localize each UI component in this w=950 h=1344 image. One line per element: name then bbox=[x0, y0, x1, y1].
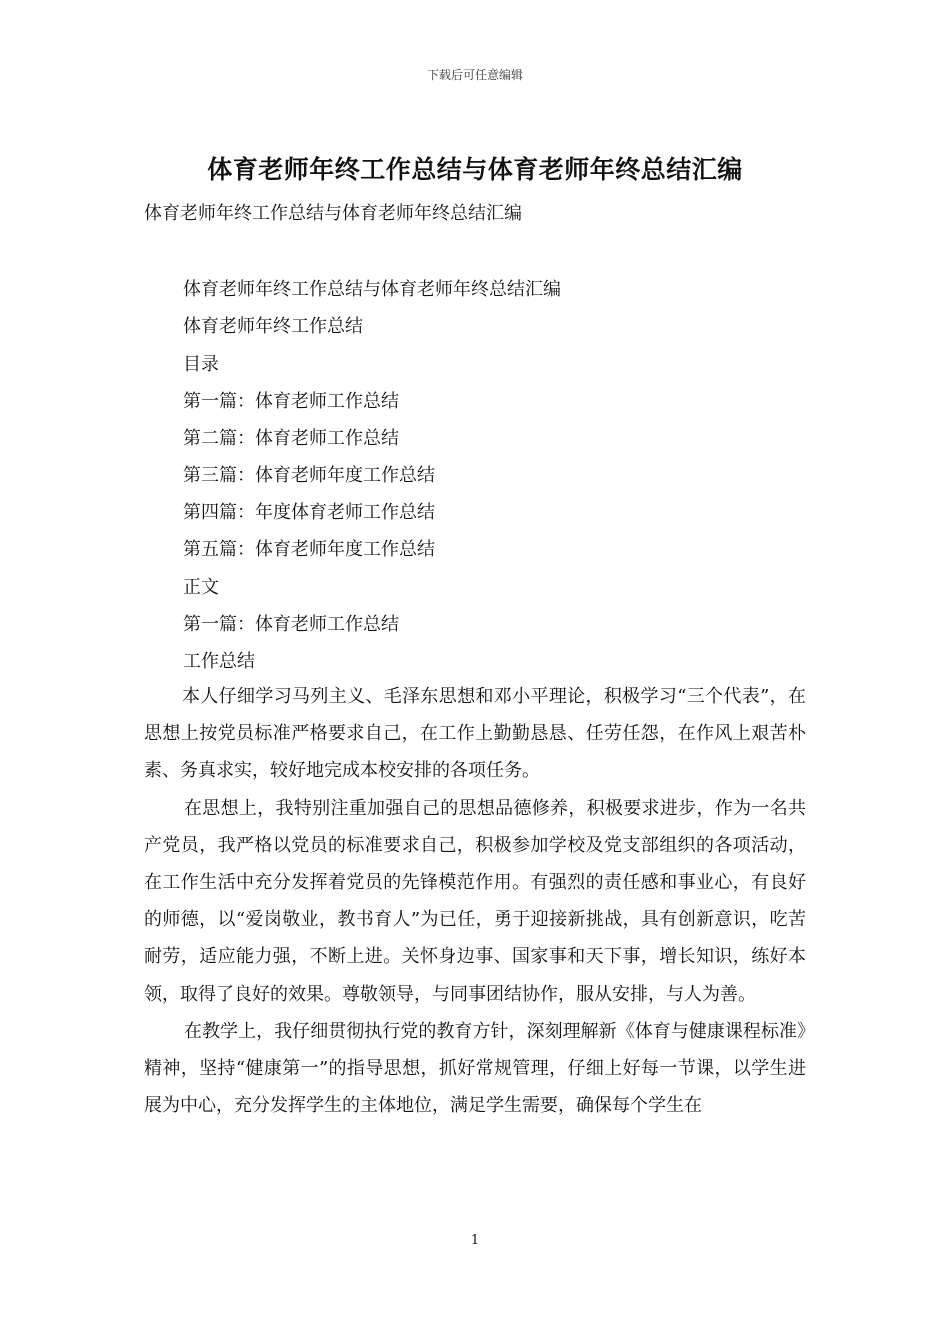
section-heading: 第一篇：体育老师工作总结 bbox=[183, 614, 399, 635]
section-subheading: 工作总结 bbox=[183, 651, 255, 672]
document-title: 体育老师年终工作总结与体育老师年终总结汇编 bbox=[207, 155, 743, 184]
paragraph: 在教学上，我仔细贯彻执行党的教育方针，深刻理解新《体育与健康课程标准》精神，坚持“健康第一”的指导思想，抓好常规管理，仔细上好每一节课，以学生进展为中心，充分发挥学生的主体地位，满足学生需要，确保每个学生在 bbox=[144, 1020, 806, 1117]
contents-entry: 第五篇：体育老师年度工作总结 bbox=[183, 539, 435, 560]
header-note: 下载后可任意编辑 bbox=[426, 68, 523, 82]
contents-line: 体育老师年终工作总结 bbox=[183, 316, 363, 337]
body-heading: 正文 bbox=[183, 577, 219, 598]
contents-entry: 第三篇：体育老师年度工作总结 bbox=[183, 465, 435, 486]
paragraph: 本人仔细学习马列主义、毛泽东思想和邓小平理论，积极学习“三个代表”，在思想上按党员标准严格要求自己，在工作上勤勤恳恳、任劳任怨，在作风上艰苦朴素、务真求实，较好地完成本校安排的各项任务。 bbox=[144, 686, 806, 782]
contents-entry: 第二篇：体育老师工作总结 bbox=[183, 428, 399, 449]
contents-entry: 第四篇：年度体育老师工作总结 bbox=[183, 502, 435, 523]
page-number: 1 bbox=[470, 1233, 480, 1248]
contents-line: 体育老师年终工作总结与体育老师年终总结汇编 bbox=[183, 279, 561, 300]
contents-entry: 第一篇：体育老师工作总结 bbox=[183, 391, 399, 412]
paragraph: 在思想上，我特别注重加强自己的思想品德修养，积极要求进步，作为一名共产党员，我严格以党员的标准要求自己，积极参加学校及党支部组织的各项活动，在工作生活中充分发挥着党员的先锋模范作用。有强烈的责任感和事业心，有良好的师德，以“爱岗敬业，教书育人”为已任，勇于迎接新挑战，具有创新意识，吃苦耐劳，适应能力强，不断上进。关怀身边事、国家事和天下事，增长知识，练好本领，取得了良好的效果。尊敬领导，与同事团结协作，服从安排，与人为善。 bbox=[144, 797, 806, 1005]
contents-heading: 目录 bbox=[183, 354, 219, 375]
document-subtitle: 体育老师年终工作总结与体育老师年终总结汇编 bbox=[144, 203, 522, 224]
body-text bbox=[144, 678, 806, 1124]
